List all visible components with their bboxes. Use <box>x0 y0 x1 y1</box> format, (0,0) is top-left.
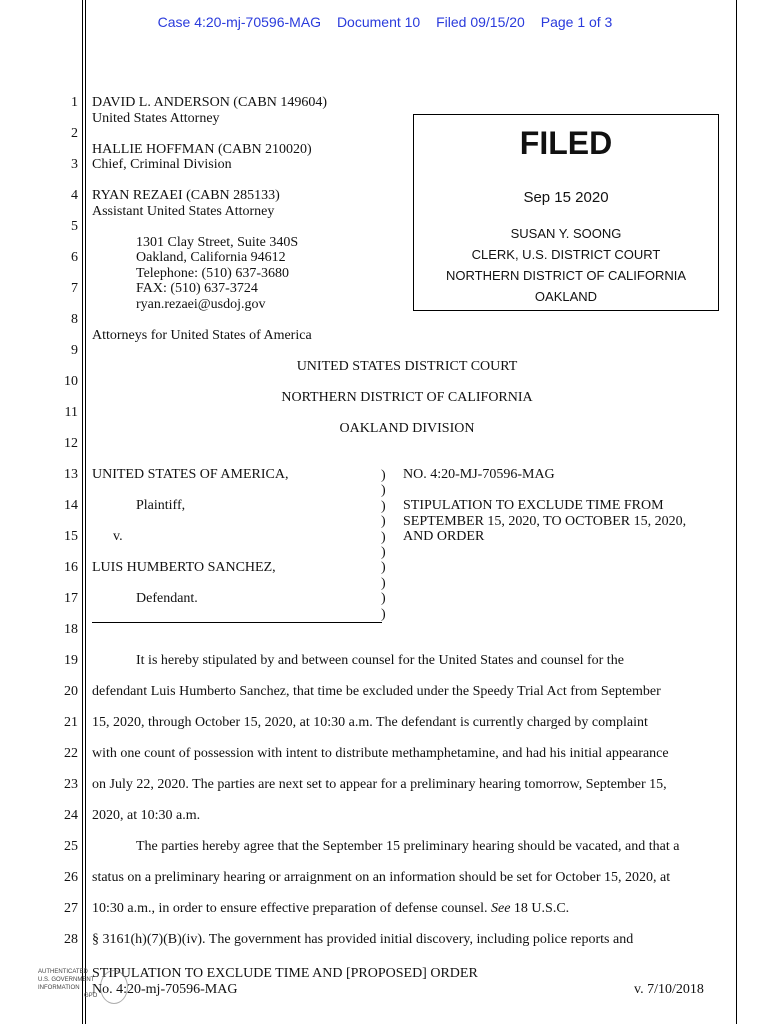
court-name: UNITED STATES DISTRICT COURT <box>296 359 518 374</box>
seal-text: INFORMATION <box>38 985 80 991</box>
line-number: 18 <box>64 622 78 637</box>
body-line: with one count of possession with intent to distribute methamphetamine, and had his initial appearance <box>92 746 669 761</box>
line-number: 2 <box>71 126 78 141</box>
fax-line: FAX: (510) 637-3724 <box>136 281 258 296</box>
line-number: 12 <box>64 436 78 451</box>
line-number: 28 <box>64 932 78 947</box>
attorney-title: Assistant United States Attorney <box>92 204 275 219</box>
gpo-authentication-seal <box>38 968 122 1010</box>
body-line: 2020, at 10:30 a.m. <box>92 808 201 823</box>
body-line: The parties hereby agree that the September 15 preliminary hearing should be vacated, and that a <box>136 839 680 854</box>
body-line: status on a preliminary hearing or arraignment on an information should be set for October 15, 2020, at <box>92 870 671 885</box>
ecf-header <box>0 14 770 30</box>
page-count-header: Page 1 of 3 <box>540 14 613 30</box>
line-number: 6 <box>71 250 78 265</box>
line-number: 22 <box>64 746 78 761</box>
clerk-title: CLERK, U.S. DISTRICT COURT <box>471 247 661 262</box>
defendant-name: LUIS HUMBERTO SANCHEZ, <box>92 560 276 575</box>
filed-stamp-title: FILED <box>519 125 613 161</box>
seal-text: AUTHENTICATED <box>38 969 88 975</box>
footer-case-number: No. 4:20-mj-70596-MAG <box>92 982 238 997</box>
body-line: 15, 2020, through October 15, 2020, at 10:30 a.m. The defendant is currently charged by complaint <box>92 715 648 730</box>
clerk-district: NORTHERN DISTRICT OF CALIFORNIA <box>445 268 687 283</box>
plaintiff-role: Plaintiff, <box>136 498 186 513</box>
attorney-name: HALLIE HOFFMAN (CABN 210020) <box>92 142 312 157</box>
line-number: 5 <box>71 219 78 234</box>
line-number: 3 <box>71 157 78 172</box>
line-number: 9 <box>71 343 78 358</box>
line-number: 4 <box>71 188 78 203</box>
filed-stamp <box>413 114 719 311</box>
versus: v. <box>113 529 123 544</box>
line-number: 16 <box>64 560 78 575</box>
attorney-title: Chief, Criminal Division <box>92 157 232 172</box>
line-number: 7 <box>71 281 78 296</box>
document-title: AND ORDER <box>403 529 485 544</box>
clerk-name: SUSAN Y. SOONG <box>510 226 622 241</box>
clerk-division: OAKLAND <box>534 289 598 304</box>
body-text: 10:30 a.m., in order to ensure effective preparation of defense counsel. <box>92 901 491 916</box>
seal-emblem-icon <box>100 970 128 1004</box>
margin-line-right <box>736 0 737 1024</box>
line-number: 23 <box>64 777 78 792</box>
address-line: 1301 Clay Street, Suite 340S <box>136 235 299 250</box>
body-line: § 3161(h)(7)(B)(iv). The government has provided initial discovery, including police reports and <box>92 932 634 947</box>
address-line: Oakland, California 94612 <box>136 250 286 265</box>
filed-date-header: Filed 09/15/20 <box>436 14 525 30</box>
plaintiff-name: UNITED STATES OF AMERICA, <box>92 467 289 482</box>
court-division: OAKLAND DIVISION <box>339 421 475 436</box>
caption-rule <box>92 622 382 623</box>
line-number: 27 <box>64 901 78 916</box>
attorneys-for: Attorneys for United States of America <box>92 328 312 343</box>
seal-text: GPO <box>84 993 98 999</box>
court-district: NORTHERN DISTRICT OF CALIFORNIA <box>281 390 533 405</box>
filed-stamp-date: Sep 15 2020 <box>523 189 609 206</box>
margin-line-left-1 <box>82 0 83 1024</box>
line-number: 8 <box>71 312 78 327</box>
defendant-role: Defendant. <box>136 591 198 606</box>
footer-version: v. 7/10/2018 <box>634 982 704 997</box>
footer-title: STIPULATION TO EXCLUDE TIME AND [PROPOSED] ORDER <box>92 966 478 981</box>
line-number: 21 <box>64 715 78 730</box>
body-line: defendant Luis Humberto Sanchez, that time be excluded under the Speedy Trial Act from September <box>92 684 661 699</box>
line-number: 10 <box>64 374 78 389</box>
attorney-name: RYAN REZAEI (CABN 285133) <box>92 188 280 203</box>
body-line <box>92 901 569 917</box>
citation-signal: See <box>490 901 511 916</box>
line-number: 15 <box>64 529 78 544</box>
case-number-header: Case 4:20-mj-70596-MAG <box>157 14 322 30</box>
line-number: 26 <box>64 870 78 885</box>
case-number: NO. 4:20-MJ-70596-MAG <box>403 467 555 482</box>
line-number: 13 <box>64 467 78 482</box>
email-line: ryan.rezaei@usdoj.gov <box>136 297 266 312</box>
document-title: SEPTEMBER 15, 2020, TO OCTOBER 15, 2020, <box>403 514 687 529</box>
filed-stamp-clerk <box>414 223 718 307</box>
line-number: 20 <box>64 684 78 699</box>
document-title: STIPULATION TO EXCLUDE TIME FROM <box>403 498 664 513</box>
line-number: 1 <box>71 95 78 110</box>
attorney-title: United States Attorney <box>92 111 220 126</box>
body-text: 18 U.S.C. <box>510 901 570 916</box>
line-number: 24 <box>64 808 78 823</box>
document-number-header: Document 10 <box>336 14 421 30</box>
seal-text: U.S. GOVERNMENT <box>38 977 95 983</box>
line-number: 19 <box>64 653 78 668</box>
caption-parens: ) ) ) ) ) ) ) ) ) ) <box>381 468 386 622</box>
line-number: 11 <box>64 405 78 420</box>
attorney-name: DAVID L. ANDERSON (CABN 149604) <box>92 95 328 110</box>
body-line: on July 22, 2020. The parties are next set to appear for a preliminary hearing tomorrow, September 15, <box>92 777 667 792</box>
body-line: It is hereby stipulated by and between counsel for the United States and counsel for the <box>136 653 624 668</box>
line-number: 14 <box>64 498 78 513</box>
line-number: 17 <box>64 591 78 606</box>
phone-line: Telephone: (510) 637-3680 <box>136 266 289 281</box>
margin-line-left-2 <box>85 0 86 1024</box>
line-number: 25 <box>64 839 78 854</box>
